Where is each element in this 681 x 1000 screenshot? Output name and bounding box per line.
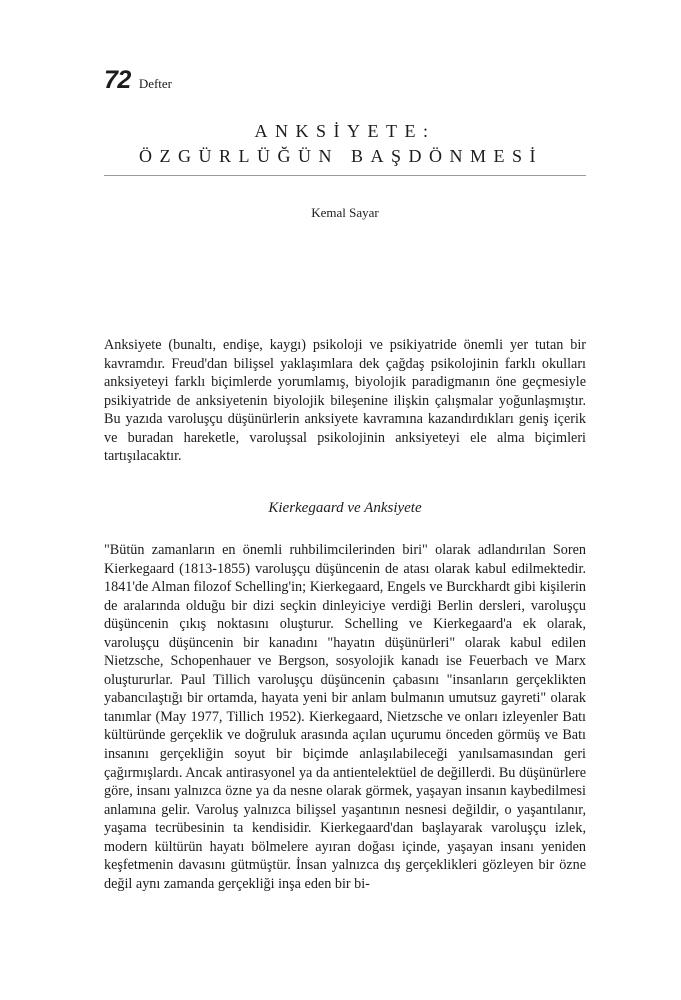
section-body-paragraph: "Bütün zamanların en önemli ruhbilimcilerinden biri" olarak adlandırılan Soren Kierkegaard (1813-1855) varoluşçu düşüncenin de atası olarak kabul edilmektedir. 1841'de Alman filozof Schelling'in; Kierkegaard, Engels ve Burckhardt gibi kişilerin de aralarında olduğu bir dizi seçkin dinleyiciye verdiği Berlin dersleri, varoluşçu düşüncenin çıkış noktasını oluşturur. Schelling ve Kierkegaard'a ek olarak, varoluşçu düşüncenin bir kanadını "hayatın düşünürleri" olarak kabul edilen Nietzsche, Schopenhauer ve Bergson, sosyolojik kanadı ise Feuerbach ve Marx oluştururlar. Paul Tillich varoluşçu düşüncenin çabasını "insanların gerçeklikten yabancılaştığı bir ortamda, hayata yeni bir anlam bulmanın umutsuz gayreti" olarak tanımlar (May 1977, Tillich 1952). Kierkegaard, Nietzsche ve onları izleyenler Batı kültüründe gerçeklik ve doğruluk arasında açılan uçurumu önceden görmüş ve Batı insanını gerçekliğin soyut bir biçimde anlaşılabileceği yanılsamasından geri çağırmışlardı. Ancak antirasyonel ya da antientelektüel de değillerdi. Bu düşünürlere göre, insanı yalnızca özne ya da nesne olarak görmek, yaşayan insanın kaybedilmesi anlamına gelir. Varoluş yalnızca bilişsel yaşantının nesnesi değildir, o yaşantılanır, yaşama tecrübesinin ta kendisidir. Kierkegaard'dan başlayarak varoluşçu izlek, modern kültürün hayatı bölmelere ayıran doğası içinde, yaşayan insanı yeniden keşfetmenin davasını gütmüştür. İnsan yalnızca dış gerçeklikleri gözleyen bir özne değil aynı zamanda gerçekliği inşa eden bir bi- (104, 542, 586, 892)
page-number: 72 (104, 66, 131, 94)
article-title-line-2: ÖZGÜRLÜĞÜN BAŞDÖNMESİ (138, 146, 543, 166)
running-head: Defter (138, 76, 173, 91)
article-author: Kemal Sayar (311, 205, 379, 220)
article-title-line-1: ANKSİYETE: (254, 121, 436, 141)
abstract-paragraph: Anksiyete (bunaltı, endişe, kaygı) psikoloji ve psikiyatride önemli yer tutan bir kavramdır. Freud'dan bilişsel yaklaşımlara dek çağdaş psikolojinin farklı okulları anksiyeteyi farklı biçimlerde yorumlamış, biyolojik paradigmanın öne geçmesiyle psikiyatride de anksiyetenin biyolojik bileşenine ilişkin çalışmalar yoğunlaşmıştır. Bu yazıda varoluşçu düşünürlerin anksiyete kavramına kazandırdıkları geniş içerik ve buradan hareketle, varoluşsal psikolojinin anksiyeteyi ele alma biçimleri tartışılacaktır. (104, 337, 586, 465)
title-divider (104, 175, 586, 176)
section-heading: Kierkegaard ve Anksiyete (268, 500, 422, 516)
page-header (104, 66, 172, 95)
